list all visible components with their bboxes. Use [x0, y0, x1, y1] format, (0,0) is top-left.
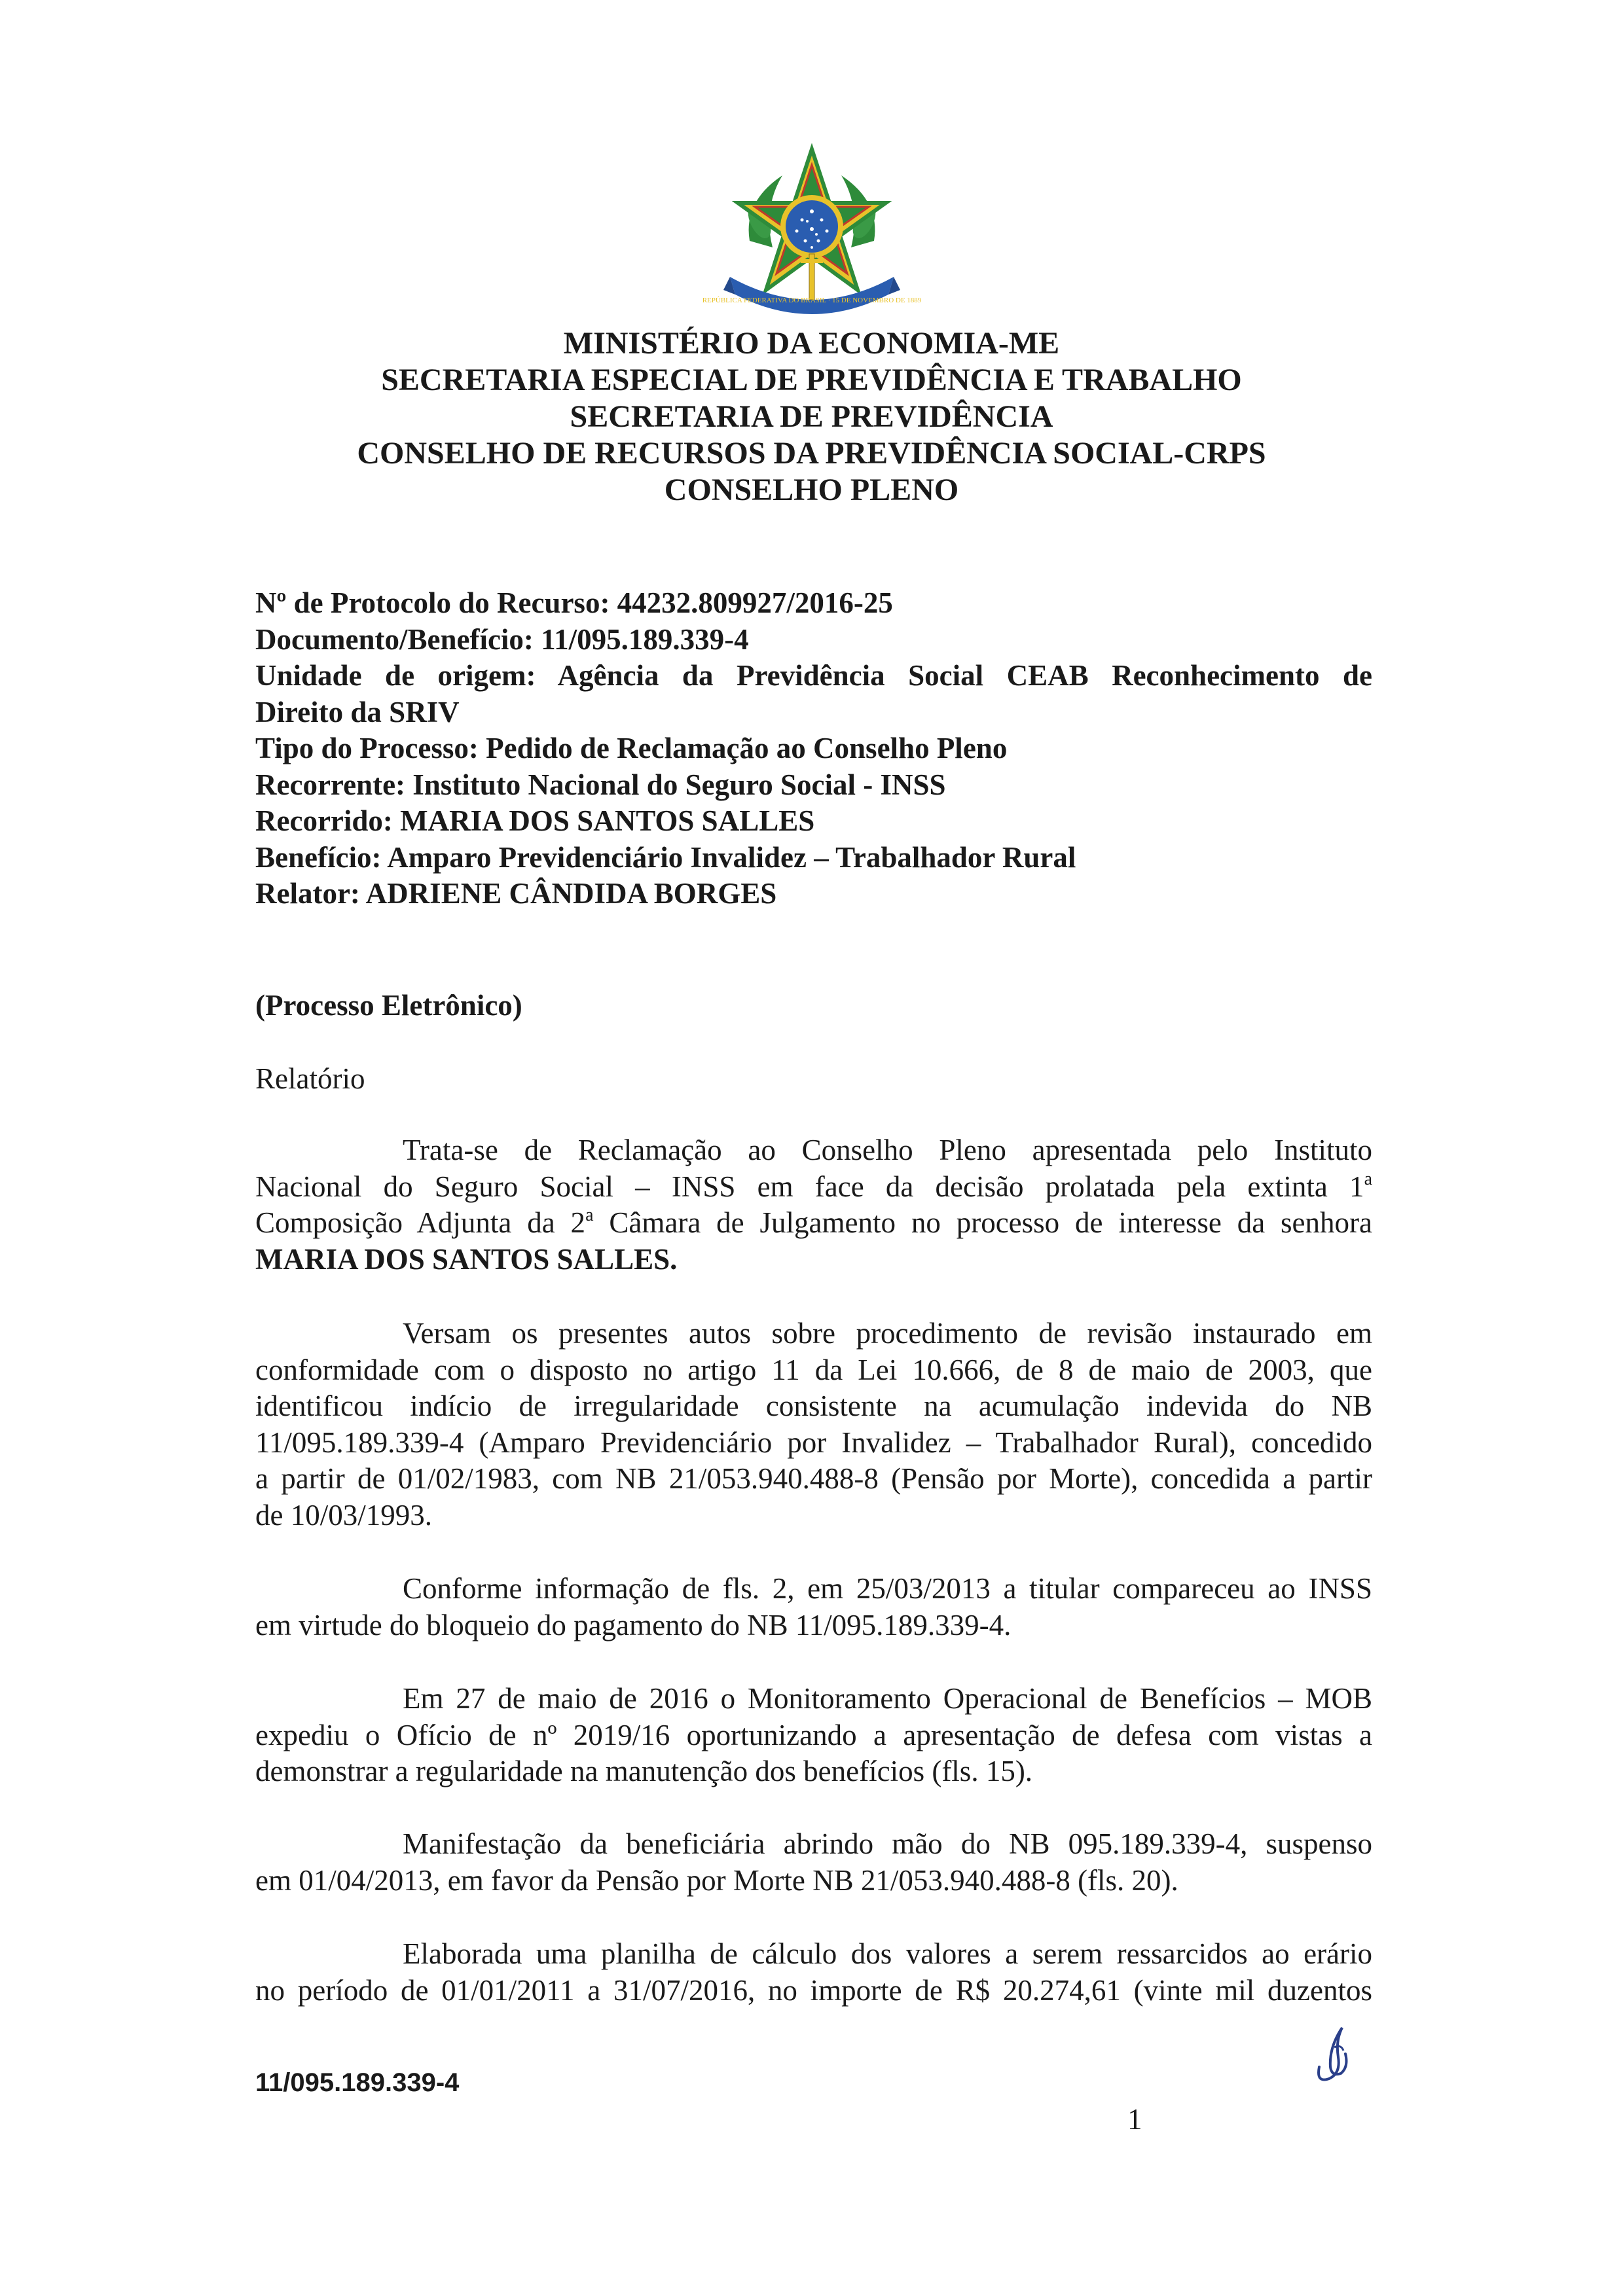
- handwritten-initials-icon: [1309, 2021, 1355, 2087]
- protocol-number: Nº de Protocolo do Recurso: 44232.809927/2016-25: [255, 586, 893, 619]
- header-council: CONSELHO DE RECURSOS DA PREVIDÊNCIA SOCIAL-CRPS: [357, 436, 1266, 471]
- electronic-process-label: (Processo Eletrônico): [255, 989, 522, 1022]
- p3-line1: Conforme informação de fls. 2, em 25/03/2013 a titular compareceu ao INSS: [403, 1572, 1372, 1605]
- p1-line4: MARIA DOS SANTOS SALLES.: [255, 1242, 678, 1276]
- p5-line2: em 01/04/2013, em favor da Pensão por Morte NB 21/053.940.488-8 (fls. 20).: [255, 1863, 1178, 1897]
- origin-unit-line1: Unidade de origem: Agência da Previdência Social CEAB Reconhecimento de: [255, 659, 1372, 692]
- paragraph-1: [255, 1132, 1372, 1278]
- p2-line2: conformidade com o disposto no artigo 11 da Lei 10.666, de 8 de maio de 2003, que: [255, 1353, 1372, 1386]
- p6-line1: Elaborada uma planilha de cálculo dos valores a serem ressarcidos ao erário: [403, 1937, 1372, 1970]
- paragraph-6: [255, 1936, 1372, 2009]
- header-secretariat: SECRETARIA DE PREVIDÊNCIA: [570, 399, 1053, 434]
- appellant: Recorrente: Instituto Nacional do Seguro Social - INSS: [255, 768, 946, 801]
- p4-line3: demonstrar a regularidade na manutenção dos benefícios (fls. 15).: [255, 1755, 1033, 1787]
- process-type: Tipo do Processo: Pedido de Reclamação ao Conselho Pleno: [255, 732, 1008, 764]
- p5-line1: Manifestação da beneficiária abrindo mão do NB 095.189.339-4, suspenso: [403, 1827, 1372, 1860]
- p3-line2: em virtude do bloqueio do pagamento do NB 11/095.189.339-4.: [255, 1608, 1012, 1641]
- origin-unit-line2: Direito da SRIV: [255, 695, 460, 728]
- p2-line1: Versam os presentes autos sobre procedimento de revisão instaurado em: [403, 1317, 1372, 1350]
- process-metadata: [255, 585, 1372, 912]
- p2-line5: a partir de 01/02/1983, com NB 21/053.940.488-8 (Pensão por Morte), concedida a partir: [255, 1462, 1372, 1495]
- document-benefit: Documento/Benefício: 11/095.189.339-4: [255, 622, 749, 656]
- document-header: [0, 325, 1623, 509]
- seal-ribbon-text: REPÚBLICA FEDERATIVA DO BRASIL · 15 DE NOVEMBRO DE 1889: [702, 296, 922, 304]
- report-heading: Relatório: [255, 1062, 365, 1095]
- rapporteur: Relator: ADRIENE CÂNDIDA BORGES: [255, 877, 777, 910]
- p6-line2: no período de 01/01/2011 a 31/07/2016, no importe de R$ 20.274,61 (vinte mil duzentos: [255, 1973, 1372, 2007]
- p1-line2: Nacional do Seguro Social – INSS em face da decisão prolatada pela extinta 1$^a$: [255, 1168, 1372, 1203]
- header-special-secretariat: SECRETARIA ESPECIAL DE PREVIDÊNCIA E TRABALHO: [381, 363, 1242, 397]
- paragraph-4: [255, 1681, 1372, 1790]
- paragraph-3: [255, 1571, 1372, 1643]
- header-plenary: CONSELHO PLENO: [664, 473, 959, 507]
- p2-line3: identificou indício de irregularidade consistente na acumulação indevida do NB: [255, 1390, 1372, 1422]
- footer-benefit-number: 11/095.189.339-4: [255, 2068, 460, 2097]
- paragraph-5: [255, 1826, 1372, 1899]
- p1-line1: Trata-se de Reclamação ao Conselho Pleno apresentada pelo Instituto: [403, 1134, 1372, 1166]
- appellee: Recorrido: MARIA DOS SANTOS SALLES: [255, 804, 815, 837]
- p4-line2: expediu o Ofício de nº 2019/16 oportunizando a apresentação de defesa com vistas a: [255, 1718, 1372, 1751]
- paragraph-2: [255, 1316, 1372, 1534]
- p1-line3: Composição Adjunta da 2$^a$ Câmara de Julgamento no processo de interesse da senhora: [255, 1205, 1372, 1239]
- p2-line6: de 10/03/1993.: [255, 1498, 432, 1532]
- page-number: 1: [1127, 2103, 1142, 2136]
- header-ministry: MINISTÉRIO DA ECONOMIA-ME: [563, 326, 1060, 361]
- brazil-coat-of-arms-icon: [702, 143, 922, 319]
- benefit-type: Benefício: Amparo Previdenciário Invalidez – Trabalhador Rural: [255, 840, 1076, 874]
- p4-line1: Em 27 de maio de 2016 o Monitoramento Operacional de Benefícios – MOB: [403, 1682, 1372, 1715]
- p2-line4: 11/095.189.339-4 (Amparo Previdenciário por Invalidez – Trabalhador Rural), concedido: [255, 1426, 1372, 1459]
